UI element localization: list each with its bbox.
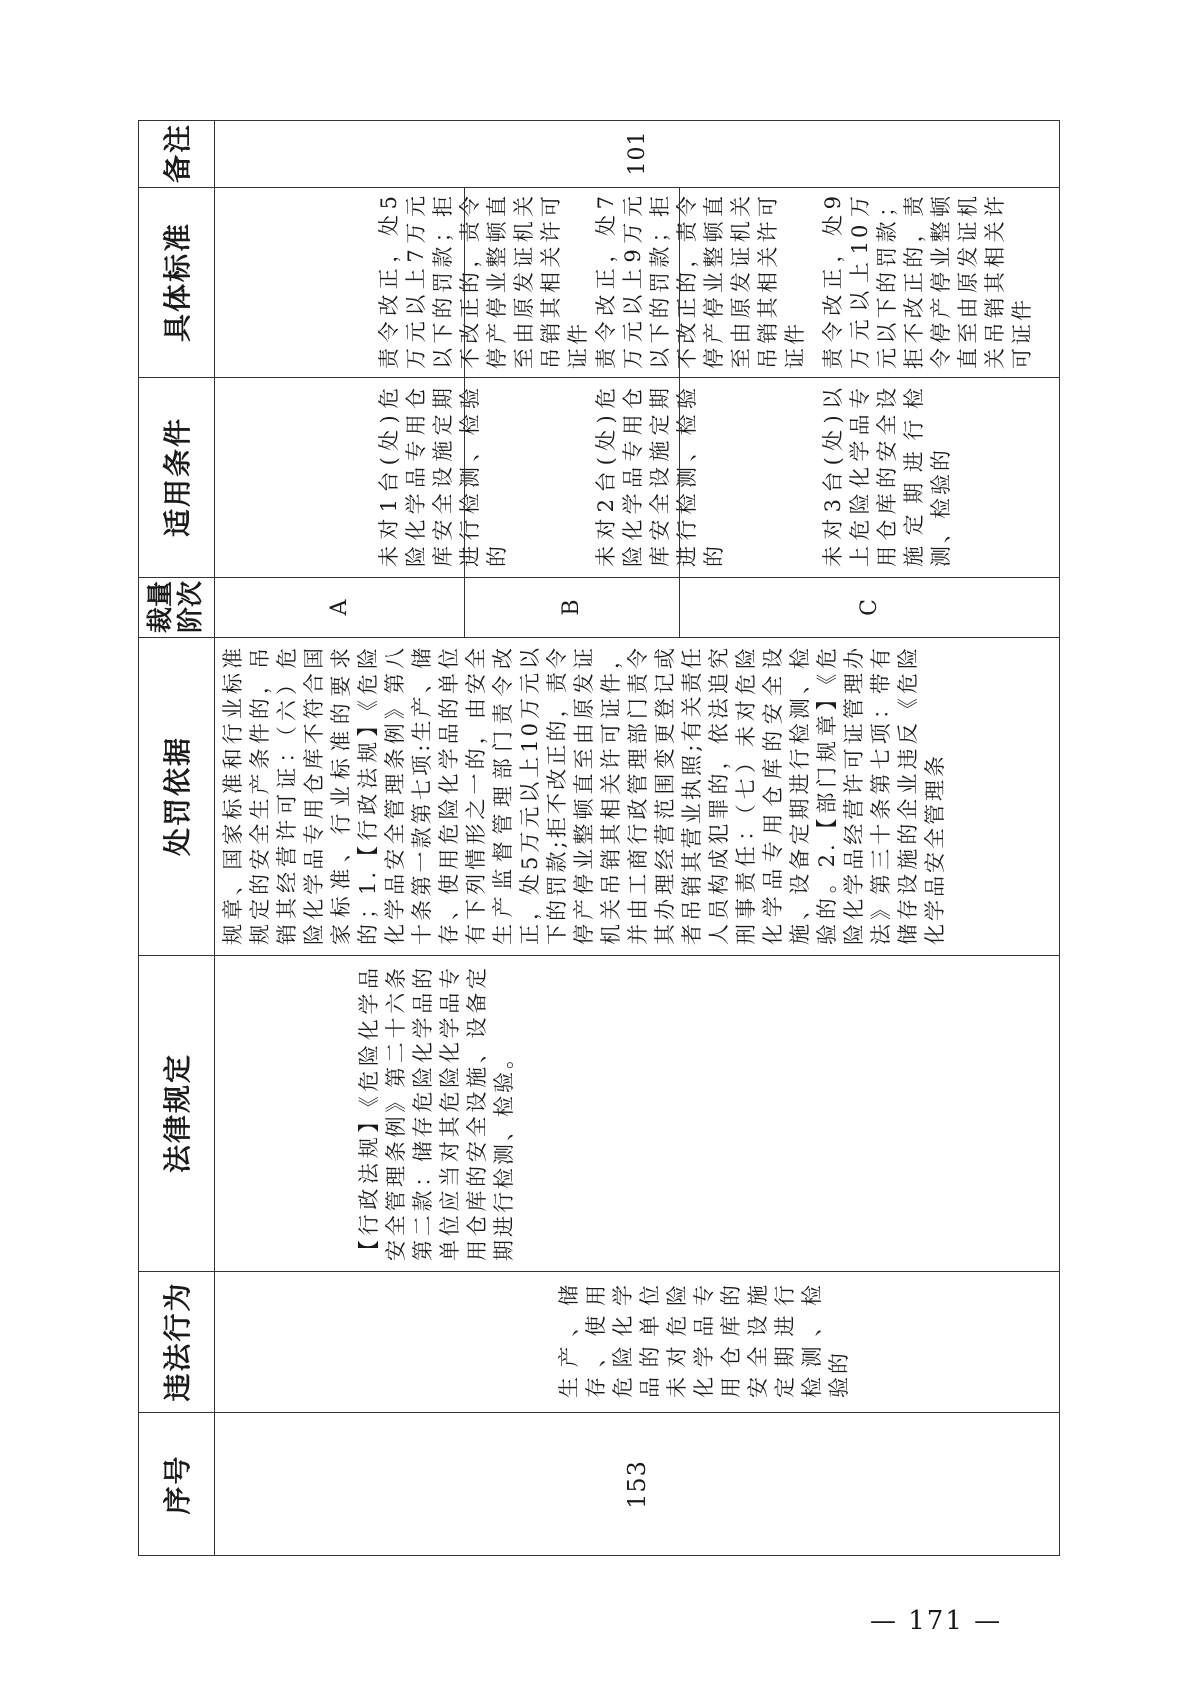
cell-condition-c: 未对3台(处)以上危险化学品专用仓库的安全设施定期进行检测、检验的: [821, 385, 953, 567]
cell-seq: 153: [623, 1460, 651, 1509]
col-remark: [138, 120, 1060, 188]
cell-level-c: C: [857, 598, 882, 616]
col-seq: [138, 1413, 1060, 1556]
header-basis: 处罚依据: [161, 736, 194, 857]
header-condition: 适用条件: [161, 417, 194, 538]
cell-condition-b: 未对2台(处)危险化学品专用仓库安全设施定期进行检测、检验的: [594, 385, 726, 567]
col-law: [138, 956, 1060, 1272]
divider-b-c: [679, 188, 680, 638]
cell-law: 【行政法规】《危险化学品安全管理条例》第二十六条第二款：储存危险化学品的单位应当对其危险化学品专用仓库的安全设施、设备定期进行检测、检验。: [357, 965, 516, 1261]
header-law: 法律规定: [161, 1053, 194, 1174]
cell-standard-a: 责令改正，处5万元以上7万元以下的罚款；拒不改正的，责令停产停业整顿直至由原发证机关吊销其相关许可证件: [377, 193, 590, 369]
header-seq: 序号: [161, 1454, 194, 1515]
cell-condition-a: 未对1台(处)危险化学品专用仓库安全设施定期进行检测、检验的: [377, 385, 509, 567]
cell-level-b: B: [559, 598, 584, 616]
header-level: [138, 577, 214, 637]
cell-level-a: A: [326, 598, 352, 616]
rotated-table: [138, 120, 1060, 1556]
col-level: [138, 578, 1060, 638]
col-violation: [138, 1272, 1060, 1413]
page-number: — 171 —: [870, 1606, 1003, 1636]
cell-standard-c: 责令改正，处9万元以上10万元以下的罚款；拒不改正的，责令停产停业整顿直至由原发证机关吊销其相关许可证件: [821, 193, 1034, 369]
col-basis: [138, 638, 1060, 956]
col-condition: [138, 378, 1060, 578]
cell-violation: 生产、储存、使用危险化学品的单位未对危险化学品专用仓库的安全设施定期进行检测、检验的: [557, 1282, 851, 1398]
cell-standard-b: 责令改正，处7万元以上9万元以下的罚款；拒不改正的，责令停产停业整顿直至由原发证机关吊销其相关许可证件: [594, 193, 807, 369]
header-level-line2: 阶次: [176, 581, 206, 634]
col-standard: [138, 188, 1060, 378]
header-remark: 备注: [161, 123, 194, 184]
cell-basis: 规章、国家标准和行业标准规定的安全生产条件的，吊销其经营许可证：（六）危险化学品专用仓库不符合国家标准、行业标准的要求的；1.【行政法规】《危险化学品安全管理条例》第八十条第一款第七项:生产、储存、使用危险化学品的单位有下列情形之一的，由安全生产监督管理部门责令改正，处5万元以上10万元以下的罚款;拒不改正的，责令停产停业整顿直至由原发证机关吊销其相关许可证件，并由工商行政管理部门责令其办理经营范围变更登记或者吊销其营业执照;有关责任人员构成犯罪的，依法追究刑事责任：（七）未对危险化学品专用仓库的安全设施、设备定期进行检测、检验的。2.【部门规章】《危险化学品经营许可证管理办法》第三十条第七项：带有储存设施的企业违反《危险化学品安全管理条: [221, 645, 947, 945]
header-standard: 具体标准: [161, 222, 194, 343]
divider-a-b: [464, 188, 465, 638]
header-violation: 违法行为: [161, 1281, 194, 1402]
cell-remark: 101: [624, 130, 650, 176]
header-divider: [214, 120, 215, 1556]
header-level-line1: 裁量: [146, 581, 176, 634]
